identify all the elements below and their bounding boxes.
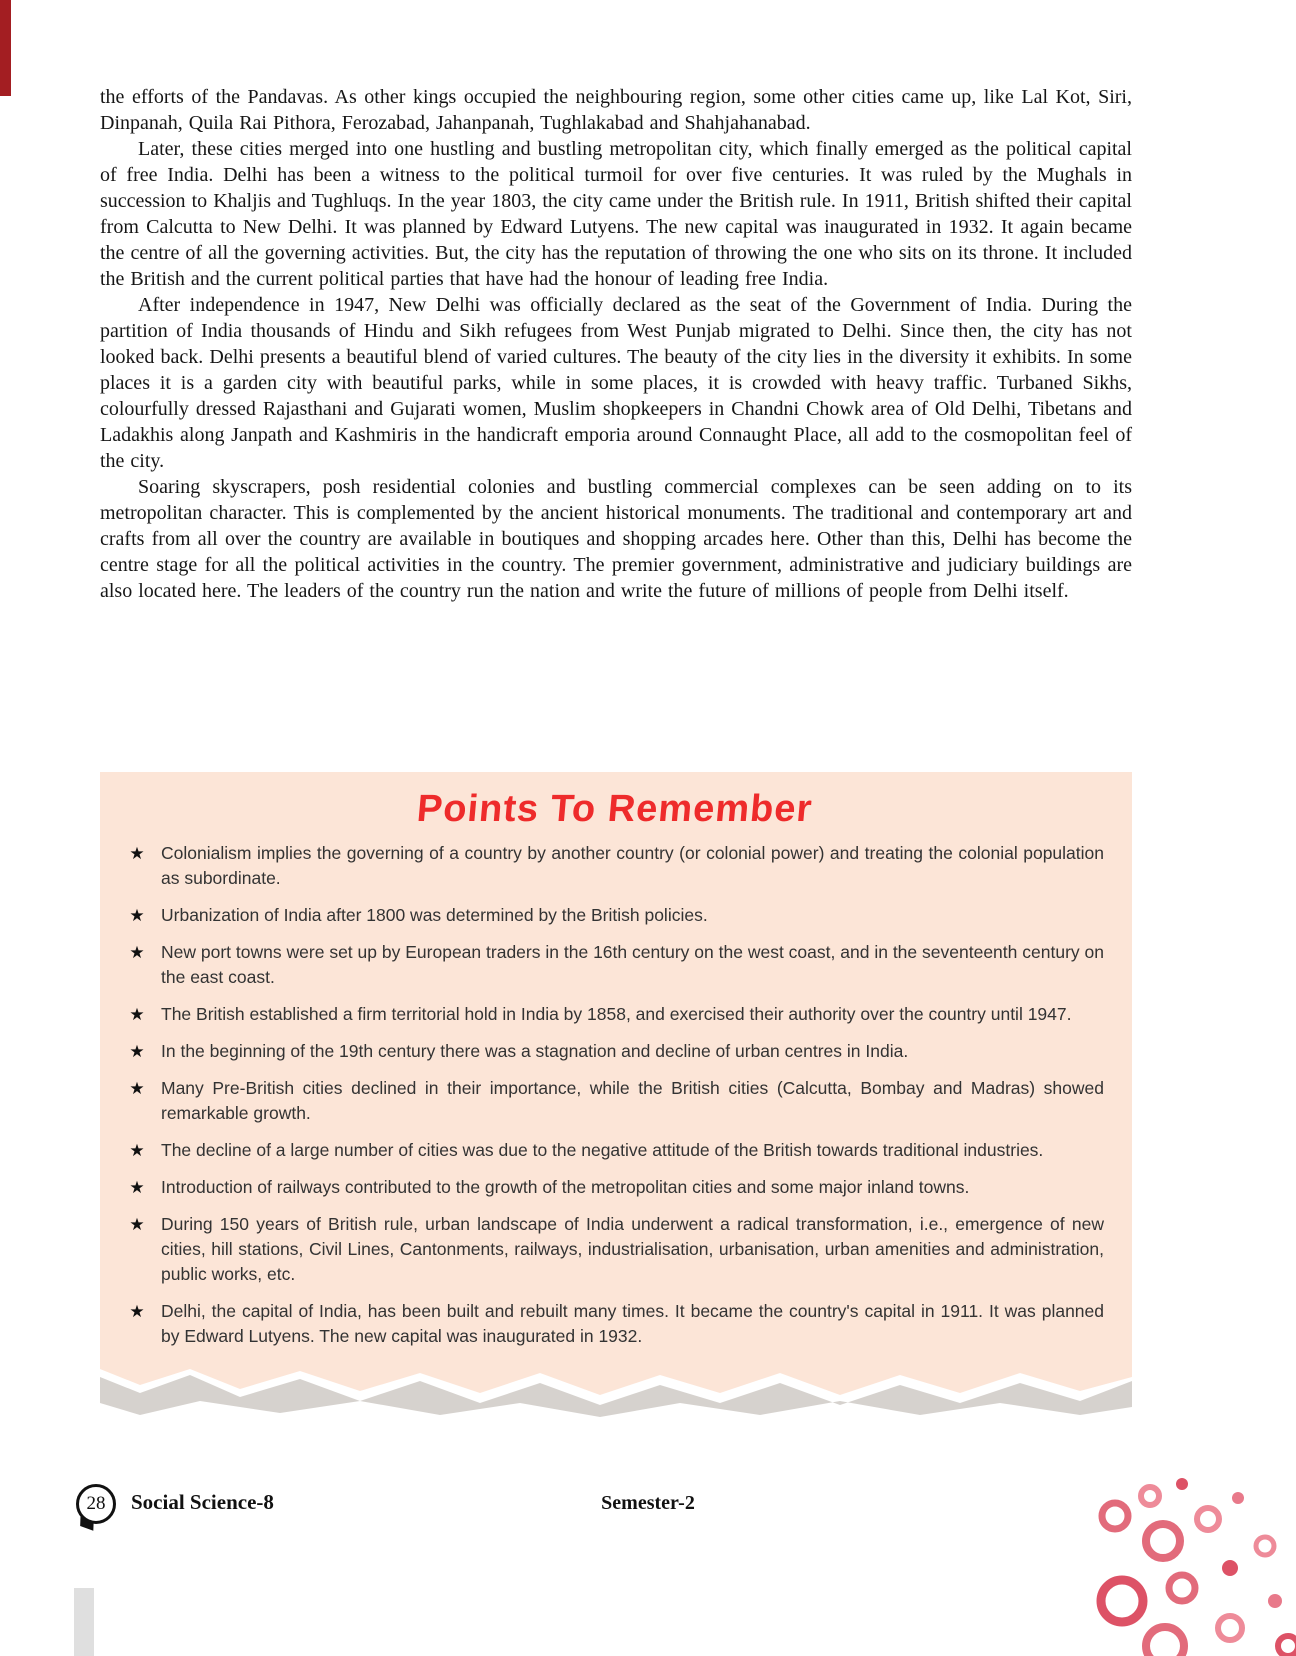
body-paragraph: After independence in 1947, New Delhi was officially declared as the seat of the Government of India. During the partition of India thousands of Hindu and Sikh refugees from West Punjab migrated to Delhi. Since then, the city has not looked back. Delhi presents a beautiful blend of varied cultures. The beauty of the city lies in the diversity it exhibits. In some places it is a garden city with beautiful parks, while in some places, it is crowded with heavy traffic. Turbaned Sikhs, colourfully dressed Rajasthani and Gujarati women, Muslim shopkeepers in Chandni Chowk area of Old Delhi, Tibetans and Ladakhis along Janpath and Kashmiris in the handicraft emporia around Connaught Place, all add to the cosmopolitan feel of the city. — [100, 294, 1132, 472]
point-text: Colonialism implies the governing of a country by another country (or colonial power) and treating the colonial population as subordinate. — [161, 843, 1104, 888]
body-paragraph: Later, these cities merged into one hustling and bustling metropolitan city, which finally emerged as the political capital of free India. Delhi has been a witness to the political turmoil for over five centuries. It was ruled by the Mughals in succession to Khaljis and Tughluqs. In the year 1803, the city came under the British rule. In 1911, British shifted their capital from Calcutta to New Delhi. It was planned by Edward Lutyens. The new capital was inaugurated in 1932. It again became the centre of all the governing activities. But, the city has the reputation of throwing the one who sits on its throne. It included the British and the current political parties that have had the honour of leading free India. — [100, 138, 1132, 290]
star-bullet-icon: ★ — [129, 1042, 145, 1061]
page-edge-gray-strip — [74, 1588, 94, 1656]
list-item — [126, 940, 1104, 990]
point-text: In the beginning of the 19th century there was a stagnation and decline of urban centres in India. — [161, 1041, 909, 1061]
page-number: 28 — [86, 1493, 106, 1514]
list-item — [126, 1039, 1104, 1064]
point-text: Urbanization of India after 1800 was determined by the British policies. — [161, 905, 708, 925]
footer-semester: Semester-2 — [601, 1492, 695, 1514]
list-item — [126, 1076, 1104, 1126]
point-text: New port towns were set up by European traders in the 16th century on the west coast, and in the seventeenth century on the east coast. — [161, 942, 1104, 987]
footer-book-title: Social Science-8 — [131, 1490, 274, 1514]
list-item — [126, 841, 1104, 891]
point-text: Introduction of railways contributed to the growth of the metropolitan cities and some major inland towns. — [161, 1177, 970, 1197]
list-item — [126, 1299, 1104, 1349]
list-item — [126, 1212, 1104, 1287]
star-bullet-icon: ★ — [129, 1141, 145, 1160]
points-to-remember-box — [100, 772, 1132, 1419]
list-item — [126, 1175, 1104, 1200]
body-paragraph: the efforts of the Pandavas. As other kings occupied the neighbouring region, some other cities came up, like Lal Kot, Siri, Dinpanah, Quila Rai Pithora, Ferozabad, Jahanpanah, Tughlakabad and Shahjahanabad. — [100, 86, 1132, 134]
list-item — [126, 903, 1104, 928]
body-text — [100, 84, 1132, 604]
torn-paper-edge — [100, 1361, 1132, 1419]
star-bullet-icon: ★ — [129, 1079, 145, 1098]
star-bullet-icon: ★ — [129, 1005, 145, 1024]
decorative-circles-icon — [1060, 1456, 1296, 1656]
point-text: Delhi, the capital of India, has been built and rebuilt many times. It became the country's capital in 1911. It was planned by Edward Lutyens. The new capital was inaugurated in 1932. — [161, 1301, 1104, 1346]
point-text: The decline of a large number of cities was due to the negative attitude of the British towards traditional industries. — [161, 1140, 1044, 1160]
point-text: The British established a firm territorial hold in India by 1858, and exercised their authority over the country until 1947. — [161, 1004, 1072, 1024]
list-item — [126, 1138, 1104, 1163]
page-number-badge — [76, 1484, 116, 1524]
points-box-body — [100, 772, 1132, 1361]
list-item — [126, 1002, 1104, 1027]
body-paragraph: Soaring skyscrapers, posh residential colonies and bustling commercial complexes can be seen adding on to its metropolitan character. This is complemented by the ancient historical monuments. The traditional and contemporary art and crafts from all over the country are available in boutiques and shopping arcades here. Other than this, Delhi has become the centre stage for all the political activities in the country. The premier government, administrative and judiciary buildings are also located here. The leaders of the country run the nation and write the future of millions of people from Delhi itself. — [100, 476, 1132, 602]
star-bullet-icon: ★ — [129, 906, 145, 925]
star-bullet-icon: ★ — [129, 844, 145, 863]
point-text: During 150 years of British rule, urban landscape of India underwent a radical transformation, i.e., emergence of new cities, hill stations, Civil Lines, Cantonments, railways, industrialisation, urbanisation, urban amenities and administration, public works, etc. — [161, 1214, 1104, 1284]
point-text: Many Pre-British cities declined in their importance, while the British cities (Calcutta, Bombay and Madras) showed remarkable growth. — [161, 1078, 1104, 1123]
points-title: Points To Remember — [415, 788, 815, 830]
star-bullet-icon: ★ — [129, 1302, 145, 1321]
star-bullet-icon: ★ — [129, 1215, 145, 1234]
star-bullet-icon: ★ — [129, 943, 145, 962]
page-edge-red-bar — [0, 0, 11, 96]
star-bullet-icon: ★ — [129, 1178, 145, 1197]
